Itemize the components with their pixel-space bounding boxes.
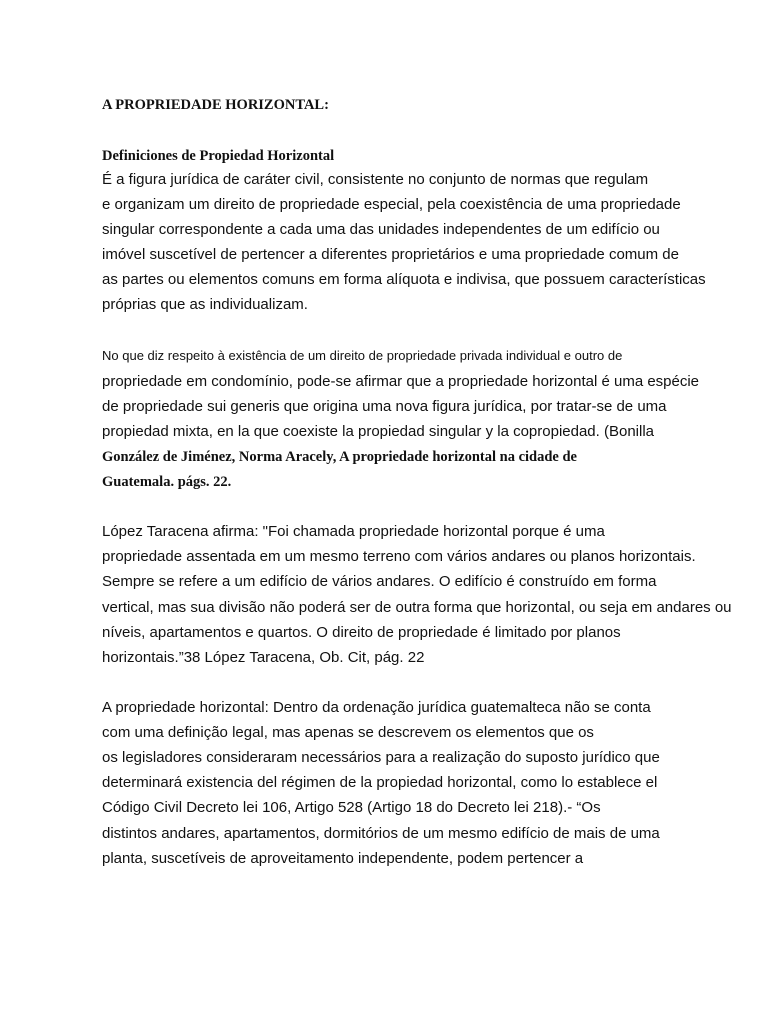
- paragraph-3-line: horizontais.”38 López Taracena, Ob. Cit, pág. 22: [102, 649, 425, 666]
- paragraph-2-citation-line: Guatemala. págs. 22.: [102, 474, 232, 490]
- paragraph-4-line: com uma definição legal, mas apenas se descrevem os elementos que os: [102, 724, 594, 741]
- paragraph-1-line: as partes ou elementos comuns em forma alíquota e indivisa, que possuem características: [102, 271, 706, 288]
- paragraph-2-line: de propriedade sui generis que origina uma nova figura jurídica, por tratar-se de uma: [102, 398, 667, 415]
- paragraph-1-line: próprias que as individualizam.: [102, 296, 308, 313]
- paragraph-3-line: López Taracena afirma: "Foi chamada propriedade horizontal porque é uma: [102, 523, 605, 540]
- paragraph-3-line: propriedade assentada em um mesmo terreno com vários andares ou planos horizontais.: [102, 548, 696, 565]
- paragraph-1-line: É a figura jurídica de caráter civil, consistente no conjunto de normas que regulam: [102, 171, 649, 188]
- paragraph-1-line: imóvel suscetível de pertencer a diferentes proprietários e uma propriedade comum de: [102, 246, 679, 263]
- paragraph-1-line: e organizam um direito de propriedade especial, pela coexistência de uma propriedade: [102, 196, 681, 213]
- paragraph-4-line: Código Civil Decreto lei 106, Artigo 528 (Artigo 18 do Decreto lei 218).- “Os: [102, 799, 601, 816]
- paragraph-4-line: os legisladores consideraram necessários para a realização do suposto jurídico que: [102, 749, 660, 766]
- paragraph-3-line: Sempre se refere a um edifício de vários andares. O edifício é construído em forma: [102, 573, 657, 590]
- paragraph-3-line: vertical, mas sua divisão não poderá ser de outra forma que horizontal, ou seja em andares ou: [102, 599, 732, 616]
- paragraph-4-line: planta, suscetíveis de aproveitamento independente, podem pertencer a: [102, 850, 584, 867]
- paragraph-3-line: níveis, apartamentos e quartos. O direito de propriedade é limitado por planos: [102, 624, 621, 641]
- paragraph-2-citation-line: González de Jiménez, Norma Aracely, A propriedade horizontal na cidade de: [102, 449, 577, 465]
- paragraph-2-line: propriedade em condomínio, pode-se afirmar que a propriedade horizontal é uma espécie: [102, 373, 700, 390]
- section-subheading: Definiciones de Propiedad Horizontal: [102, 148, 335, 164]
- paragraph-2-line: propiedad mixta, en la que coexiste la propiedad singular y la copropiedad. (Bonilla: [102, 423, 655, 440]
- document-heading: A PROPRIEDADE HORIZONTAL:: [102, 97, 329, 113]
- paragraph-1-line: singular correspondente a cada uma das unidades independentes de um edifício ou: [102, 221, 660, 238]
- paragraph-2-line: No que diz respeito à existência de um direito de propriedade privada individual e outro de: [102, 348, 623, 363]
- paragraph-4-line: A propriedade horizontal: Dentro da ordenação jurídica guatemalteca não se conta: [102, 699, 651, 716]
- paragraph-4-line: distintos andares, apartamentos, dormitórios de um mesmo edifício de mais de uma: [102, 825, 660, 842]
- paragraph-4-line: determinará existencia del régimen de la propiedad horizontal, como lo establece el: [102, 774, 658, 791]
